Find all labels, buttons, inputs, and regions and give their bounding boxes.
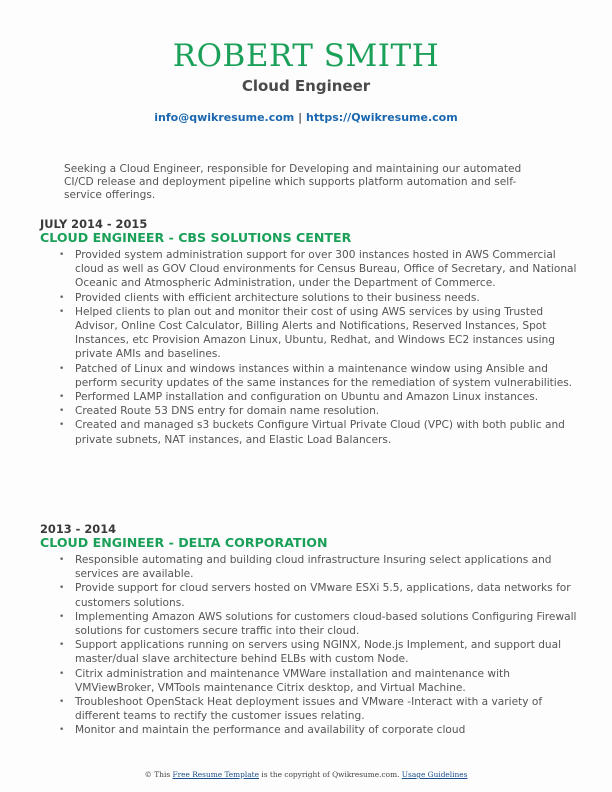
list-item: • Citrix administration and maintenance VMWare installation and maintenance with VMViewBroker, VMTools maintenance Citrix desktop, and Virtual Machine. xyxy=(75,667,580,695)
job-dates: JULY 2014 - 2015 xyxy=(40,217,148,231)
job-title: Cloud Engineer xyxy=(241,77,371,95)
candidate-name: ROBERT SMITH xyxy=(172,38,440,74)
list-item: • Created and managed s3 buckets Configure Virtual Private Cloud (VPC) with both public and private subnets, NAT instances, and Elastic Load Balancers. xyxy=(75,418,580,446)
usage-guidelines-link[interactable]: Usage Guidelines xyxy=(401,770,468,779)
website-link[interactable]: https://Qwikresume.com xyxy=(305,111,458,124)
bullet-list xyxy=(40,553,580,738)
job-role: CLOUD ENGINEER - DELTA CORPORATION xyxy=(40,535,328,550)
list-item: • Responsible automating and building cloud infrastructure Insuring select applications and services are available. xyxy=(75,553,580,581)
list-item: • Troubleshoot OpenStack Heat deployment issues and VMware -Interact with a variety of different teams to rectify the customer issues relating. xyxy=(75,695,580,723)
list-item: • Support applications running on servers using NGINX, Node.js Implement, and support dual master/dual slave architecture behind ELBs with custom Node. xyxy=(75,638,580,666)
list-item: • Provided system administration support for over 300 instances hosted in AWS Commercial cloud as well as GOV Cloud environments for Census Bureau, Office of Secretary, and National Oceanic and Atmospheric Administration, under the Department of Commerce. xyxy=(75,248,580,291)
contact-line xyxy=(0,111,612,125)
list-item: • Performed LAMP installation and configuration on Ubuntu and Amazon Linux instances. xyxy=(75,390,580,404)
list-item: • Patched of Linux and windows instances within a maintenance window using Ansible and perform security updates of the same instances for the remediation of system vulnerabilities. xyxy=(75,362,580,390)
list-item: • Monitor and maintain the performance and availability of corporate cloud xyxy=(75,723,580,737)
free-resume-template-link[interactable]: Free Resume Template xyxy=(172,770,260,779)
list-item: • Implementing Amazon AWS solutions for customers cloud-based solutions Configuring Firewall solutions for customers secure traffic into their cloud. xyxy=(75,610,580,638)
bullet-list xyxy=(40,248,580,447)
job-role: CLOUD ENGINEER - CBS SOLUTIONS CENTER xyxy=(40,230,352,245)
email-link[interactable]: info@qwikresume.com xyxy=(154,111,295,124)
list-item: • Helped clients to plan out and monitor their cost of using AWS services by using Trusted Advisor, Online Cost Calculator, Billing Alerts and Notifications, Reserved Instances, Spot Instances, etc Provision Amazon Linux, Ubuntu, Redhat, and Windows EC2 instances using private AMIs and baselines. xyxy=(75,305,580,362)
list-item: • Provide support for cloud servers hosted on VMware ESXi 5.5, applications, data networks for customers solutions. xyxy=(75,581,580,609)
experience-entry xyxy=(40,218,580,447)
list-item: • Provided clients with efficient architecture solutions to their business needs. xyxy=(75,291,580,305)
footer-middle: is the copyright of Qwikresume.com. xyxy=(259,770,402,779)
footer-prefix: © This xyxy=(144,770,173,779)
contact-separator: | xyxy=(298,111,303,124)
job-dates: 2013 - 2014 xyxy=(40,522,117,536)
experience-entry xyxy=(40,523,580,738)
copyright-footer xyxy=(0,770,612,779)
list-item: • Created Route 53 DNS entry for domain name resolution. xyxy=(75,404,580,418)
summary-paragraph: Seeking a Cloud Engineer, responsible for Developing and maintaining our automated CI/CD release and deployment pipeline which supports platform automation and self-service offerings. xyxy=(64,163,522,202)
